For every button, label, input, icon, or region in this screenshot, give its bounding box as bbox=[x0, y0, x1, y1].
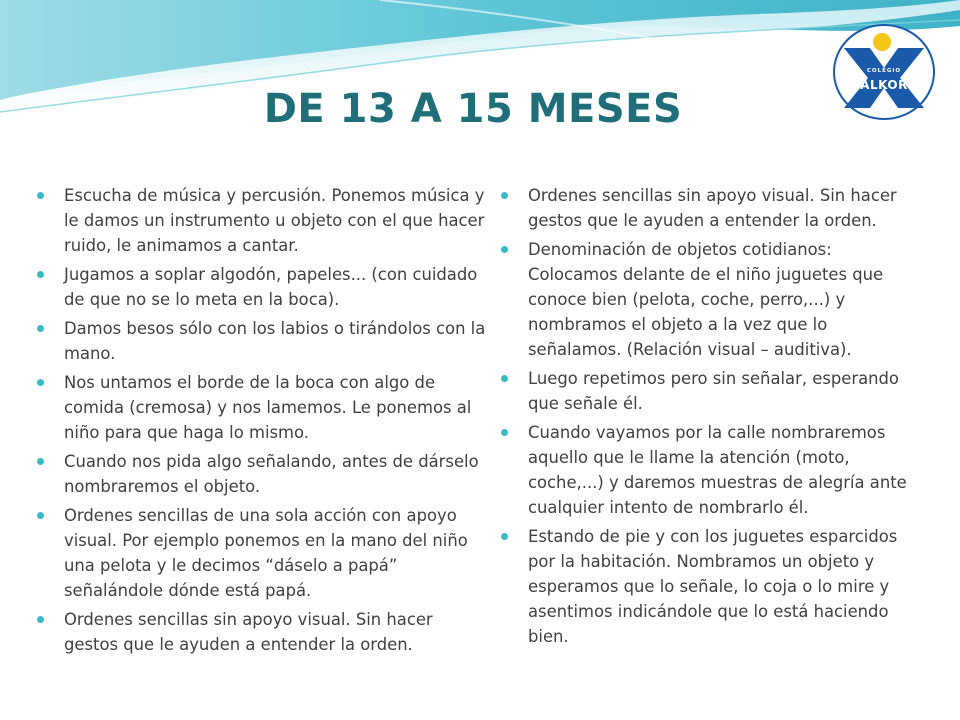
right-bullet-list bbox=[498, 183, 918, 653]
list-item-text: Nos untamos el borde de la boca con algo de comida (cremosa) y nos lamemos. Le ponemos al niño para que haga lo mismo. bbox=[64, 373, 472, 442]
logo-main-text: ALKOR bbox=[860, 78, 908, 92]
bullet-icon bbox=[501, 429, 508, 436]
list-item-text: Denominación de objetos cotidianos: Colocamos delante de el niño juguetes que conoce bien (pelota, coche, perro,...) y nombramos el objeto a la vez que lo señalamos. (Relación visual – auditiva). bbox=[528, 240, 884, 359]
left-bullet-list bbox=[34, 183, 486, 661]
list-item-text: Ordenes sencillas de una sola acción con apoyo visual. Por ejemplo ponemos en la mano del niño una pelota y le decimos “dáselo a papá” señalándole dónde está papá. bbox=[64, 506, 468, 600]
list-item-text: Ordenes sencillas sin apoyo visual. Sin hacer gestos que le ayuden a entender la orden. bbox=[528, 186, 897, 230]
bullet-icon bbox=[501, 192, 508, 199]
list-item bbox=[34, 607, 486, 657]
bullet-icon bbox=[37, 325, 44, 332]
list-item-text: Jugamos a soplar algodón, papeles... (con cuidado de que no se lo meta en la boca). bbox=[64, 265, 478, 309]
list-item-text: Luego repetimos pero sin señalar, esperando que señale él. bbox=[528, 369, 899, 413]
list-item bbox=[498, 524, 918, 649]
list-item bbox=[498, 183, 918, 233]
bullet-icon bbox=[501, 533, 508, 540]
list-item-text: Damos besos sólo con los labios o tirándolos con la mano. bbox=[64, 319, 486, 363]
bullet-icon bbox=[37, 512, 44, 519]
list-item bbox=[34, 183, 486, 258]
bullet-icon bbox=[37, 458, 44, 465]
list-item-text: Estando de pie y con los juguetes esparcidos por la habitación. Nombramos un objeto y esperamos que lo señale, lo coja o lo mire y asentimos indicándole que lo está haciendo bien. bbox=[528, 527, 898, 646]
list-item bbox=[34, 449, 486, 499]
logo-small-text: COLEGIO bbox=[866, 68, 902, 74]
page-title: DE 13 A 15 MESES bbox=[263, 86, 683, 132]
list-item-text: Escucha de música y percusión. Ponemos música y le damos un instrumento u objeto con el que hacer ruido, le animamos a cantar. bbox=[64, 186, 485, 255]
bullet-icon bbox=[37, 616, 44, 623]
list-item bbox=[34, 370, 486, 445]
list-item-text: Cuando nos pida algo señalando, antes de dárselo nombraremos el objeto. bbox=[64, 452, 479, 496]
bullet-icon bbox=[501, 375, 508, 382]
list-item-text: Cuando vayamos por la calle nombraremos aquello que le llame la atención (moto, coche,...) y daremos muestras de alegría ante cualquier intento de nombrarlo él. bbox=[528, 423, 907, 517]
list-item bbox=[34, 262, 486, 312]
bullet-icon bbox=[37, 192, 44, 199]
bullet-icon bbox=[37, 379, 44, 386]
list-item bbox=[498, 366, 918, 416]
bullet-icon bbox=[37, 271, 44, 278]
list-item bbox=[34, 316, 486, 366]
list-item-text: Ordenes sencillas sin apoyo visual. Sin hacer gestos que le ayuden a entender la orden. bbox=[64, 610, 433, 654]
list-item bbox=[498, 237, 918, 362]
bullet-icon bbox=[501, 246, 508, 253]
list-item bbox=[34, 503, 486, 603]
list-item bbox=[498, 420, 918, 520]
